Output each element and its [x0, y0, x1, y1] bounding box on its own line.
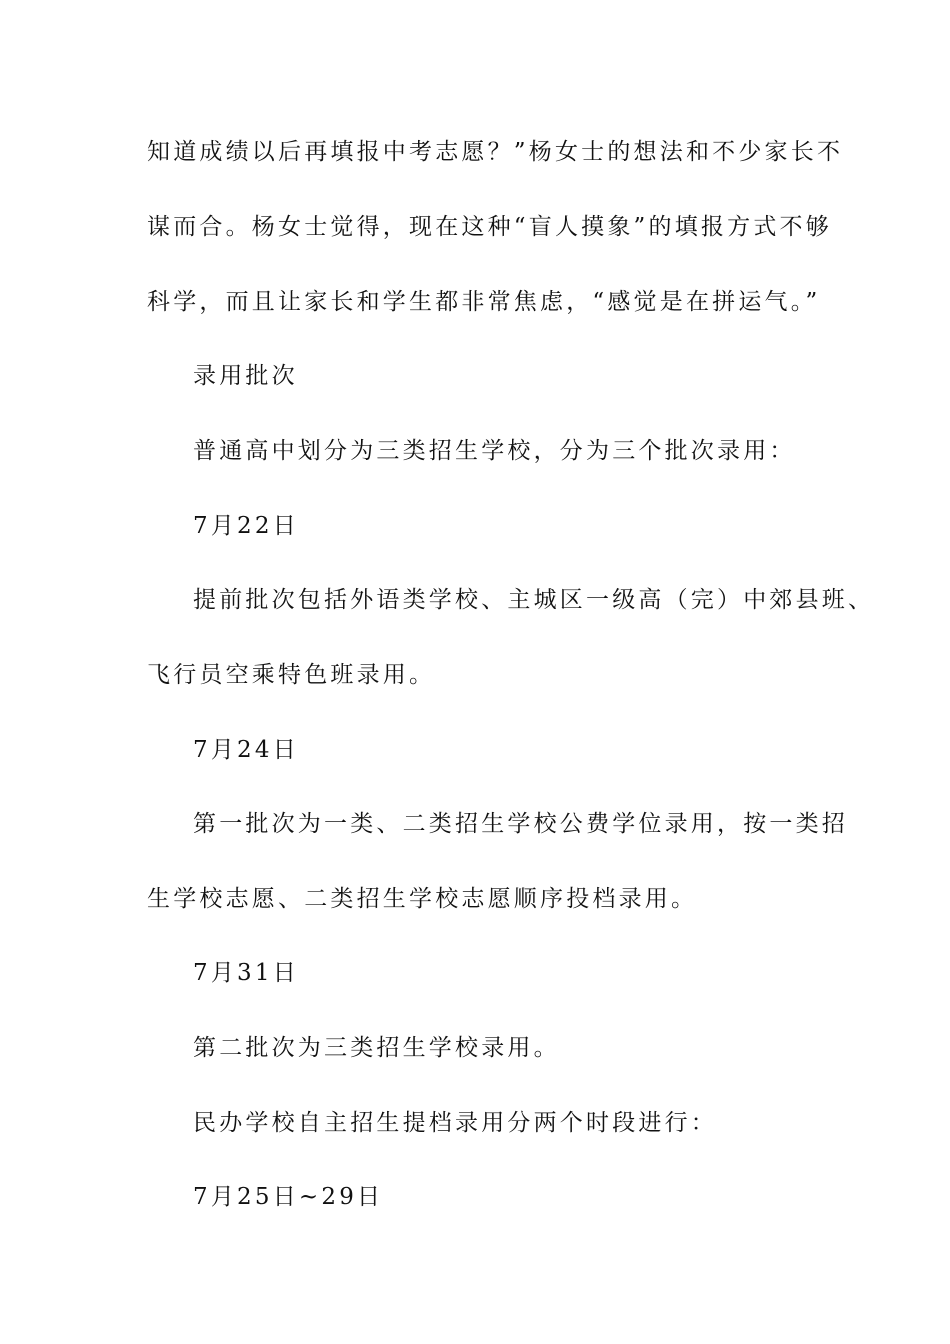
date-line: 7月22日 [193, 513, 299, 539]
date-line: 7月25日~29日 [193, 1184, 384, 1210]
body-text-line: 飞行员空乘特色班录用。 [147, 662, 436, 688]
body-text-line: 谋而合。杨女士觉得，现在这种“盲人摸象”的填报方式不够 [147, 214, 832, 240]
body-text-line: 民办学校自主招生提档录用分两个时段进行： [193, 1110, 717, 1136]
body-text-line: 生学校志愿、二类招生学校志愿顺序投档录用。 [147, 886, 698, 912]
body-text-line: 普通高中划分为三类招生学校，分为三个批次录用： [193, 438, 796, 464]
section-heading: 录用批次 [193, 363, 298, 389]
body-text-line: 第一批次为一类、二类招生学校公费学位录用，按一类招 [193, 811, 848, 837]
body-text-line: 提前批次包括外语类学校、主城区一级高（完）中郊县班、 [193, 587, 875, 613]
body-text-line: 第二批次为三类招生学校录用。 [193, 1035, 560, 1061]
body-text-line: 科学，而且让家长和学生都非常焦虑，“感觉是在拼运气。” [147, 289, 821, 315]
body-text-line: 知道成绩以后再填报中考志愿？”杨女士的想法和不少家长不 [147, 139, 844, 165]
date-line: 7月24日 [193, 737, 299, 763]
date-line: 7月31日 [193, 960, 299, 986]
